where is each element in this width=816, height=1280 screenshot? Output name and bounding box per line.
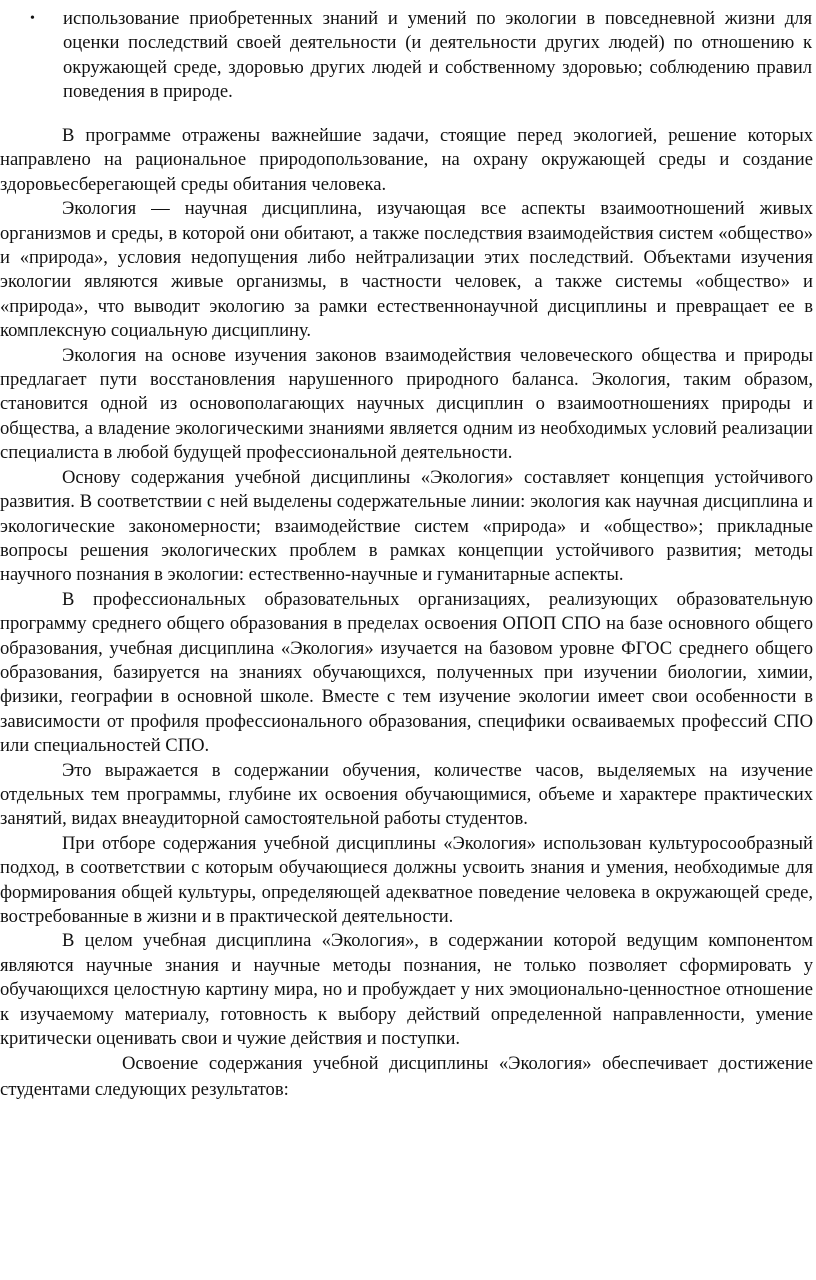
paragraph-content-differences: Это выражается в содержании обучения, количестве часов, выделяемых на изучение отдельных тем программы, глубине их освоения обучающимися, объеме и характере практических занятий, видах внеаудиторной самостоятельной работы студентов. (0, 759, 813, 830)
bullet-text: использование приобретенных знаний и умений по экологии в повседневной жизни для оценки последствий своей деятельности (и деятельности других людей) по отношению к окружающей среде, здоровью других людей и собственному здоровью; соблюдению правил поведения в природе. (63, 8, 812, 103)
paragraph-overall-discipline: В целом учебная дисциплина «Экология», в содержании которой ведущим компонентом являются научные знания и научные методы познания, не только позволяет сформировать у обучающихся целостную картину мира, но и пробуждает у них эмоционально-ценностное отношение к изучаемому материалу, готовность к выбору действий определенной направленности, умение критически оценивать свои и чужие действия и поступки. (0, 930, 813, 1050)
paragraph-sustainable-development: Основу содержания учебной дисциплины «Экология» составляет концепция устойчивого развития. В соответствии с ней выделены содержательные линии: экология как научная дисциплина и экологические закономерности; взаимодействие систем «природа» и «общество»; прикладные вопросы решения экологических проблем в рамках концепции устойчивого развития; методы научного познания в экологии: естественно-научные и гуманитарные аспекты. (0, 466, 813, 586)
body-text (0, 124, 813, 1103)
paragraph-cultural-approach: При отборе содержания учебной дисциплины «Экология» использован культуросообразный подход, в соответствии с которым обучающиеся должны усвоить знания и умения, необходимые для формирования общей культуры, определяющей адекватное поведение человека в окружающей среде, востребованные в жизни и в практической деятельности. (0, 832, 813, 927)
bullet-list-item (30, 7, 812, 105)
paragraph-ecology-definition: Экология — научная дисциплина, изучающая все аспекты взаимоотношений живых организмов и среды, в которой они обитают, а также последствия взаимодействия систем «общество» и «природа», условия недопущения либо нейтрализации этих последствий. Объектами изучения экологии являются живые организмы, в частности человек, а также системы «общество» и «природа», что выводит экологию за рамки естественнонаучной дисциплины и превращает ее в комплексную социальную дисциплину. (0, 198, 813, 342)
paragraph-ecology-balance: Экология на основе изучения законов взаимодействия человеческого общества и природы предлагает пути восстановления нарушенного природного баланса. Экология, таким образом, становится одной из основополагающих научных дисциплин о взаимоотношениях природы и общества, а владение экологическими знаниями является одним из необходимых условий реализации специалиста в любой будущей профессиональной деятельности. (0, 344, 813, 464)
bullet-marker: • (30, 11, 35, 26)
paragraph-program-tasks: В программе отражены важнейшие задачи, стоящие перед экологией, решение которых направлено на рациональное природопользование, на охрану окружающей среды и создание здоровьесберегающей среды обитания человека. (0, 125, 813, 195)
paragraph-professional-organizations: В профессиональных образовательных организациях, реализующих образовательную программу среднего общего образования в пределах освоения ОПОП СПО на базе основного общего образования, учебная дисциплина «Экология» изучается на базовом уровне ФГОС среднего общего образования, базируется на знаниях обучающихся, полученных при изучении биологии, химии, физики, географии в основной школе. Вместе с тем изучение экологии имеет свои особенности в зависимости от профиля профессионального образования, специфики осваиваемых профессий СПО или специальностей СПО. (0, 588, 813, 757)
paragraph-results-intro: Освоение содержания учебной дисциплины «Экология» обеспечивает достижение студентами следующих результатов: (0, 1053, 813, 1101)
